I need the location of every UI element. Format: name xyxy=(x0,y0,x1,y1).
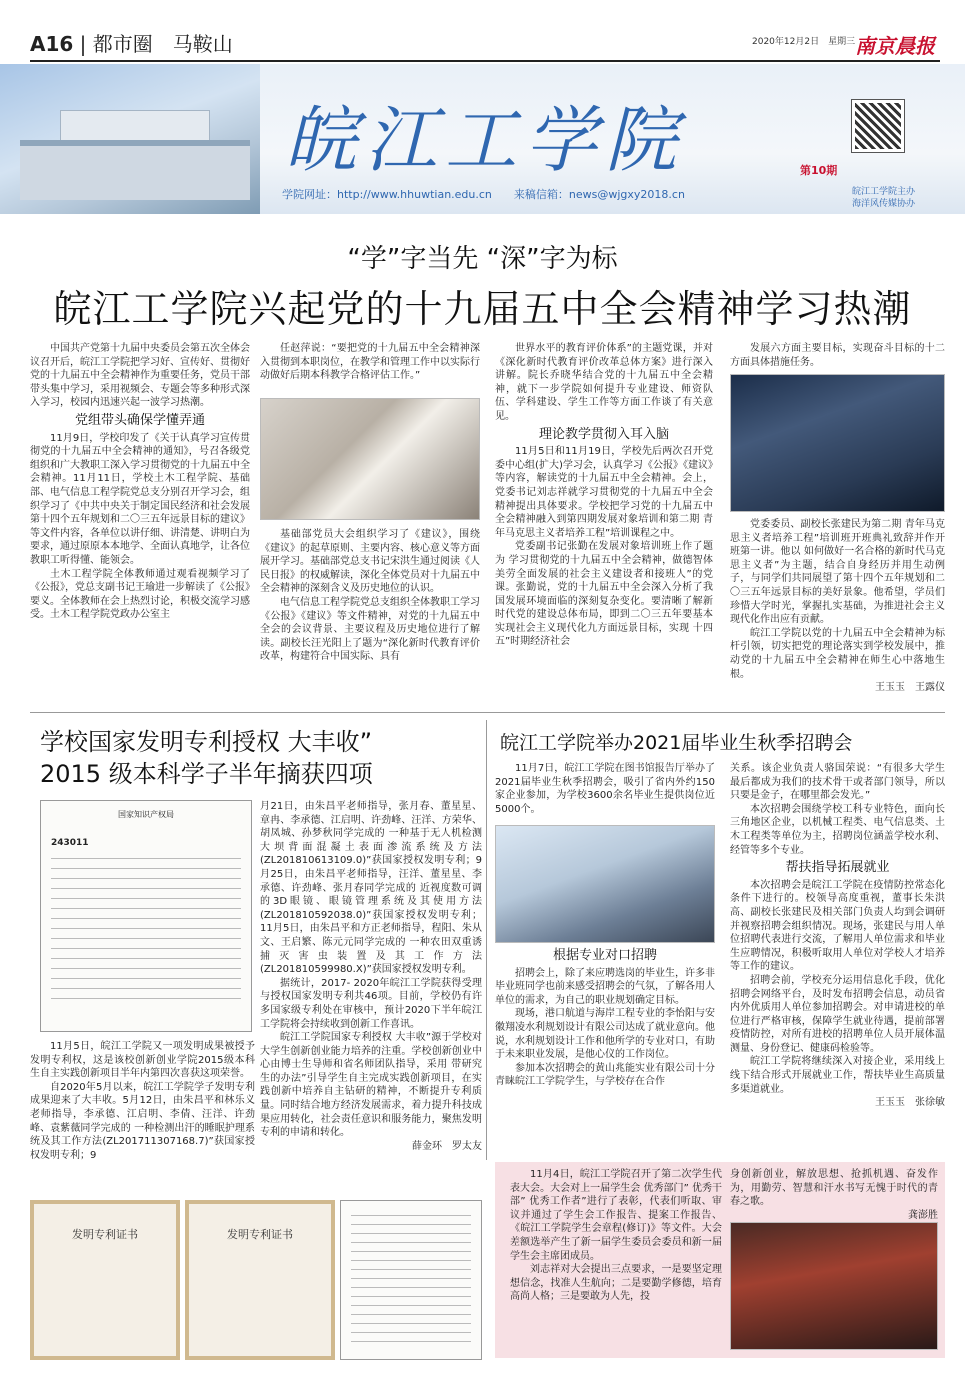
article2-author: 薛金环 罗太友 xyxy=(412,1140,482,1152)
article3-col1b: 根据专业对口招聘 招聘会上，除了来应聘选岗的毕业生，许多非毕业班同学也前来感受招聘会的气氛，了解各用人单位的需求，为自己的职业规划确定目标。 现场，港口航道与海岸工程专业的李怡阳与安徽翔凌水利规划设计有限公司达成了就业意向。他说，水利规划设计工作和他所学的专业对口，有助于未来职业发展，是他心仪的工作岗位。 参加本次招聘会的黄山兆能实业有限公司十分青睐皖江工学院学生，与学校存在合作 xyxy=(495,948,715,1088)
masthead-contact: 学院网址：http://www.hhuwtian.edu.cn 来稿信箱：news@wjgxy2018.cn xyxy=(282,188,685,201)
masthead-title: 皖江工学院 xyxy=(285,98,686,182)
article1-title: 皖江工学院兴起党的十九届五中全会精神学习热潮 xyxy=(53,287,912,331)
article4-author: 龚澎胜 xyxy=(908,1209,938,1221)
qr-code-icon[interactable] xyxy=(852,100,904,152)
article1-subhead2: 理论教学贯彻入耳入脑 xyxy=(538,426,669,442)
section-divider xyxy=(30,712,945,713)
page-number: A16 | 都市圈 马鞍山 xyxy=(30,32,233,56)
column-divider xyxy=(486,720,487,1160)
article1-col4b: 党委委员、副校长张建民为第二期 青年马克思主义者培养工程”培训班开班典礼致辞并作开班第一讲。他以 如何做好一名合格的新时代马克思主义者”为主题，结合自身经历并用生动例子，与同学们共同展望了第十四个五年规划和二〇三五年远景目标的美好景象。他希望，学员们珍惜大学时光，掌握扎实基础，为推进社会主义现代化作出应有贡献。 皖江工学院以党的十九届五中全会精神为标杆引领，切实把党的理论落实到学校发展中，推动党的十九届五中全会精神在师生心中落地生根。 王玉玉 王露仪 xyxy=(730,519,945,694)
article1-col4: 发展六方面主要目标，实现奋斗目标的十二方面具体措施任务。 xyxy=(730,343,945,368)
certificate-image-3 xyxy=(340,1200,482,1360)
article3-author: 王玉玉 张徐敏 xyxy=(875,1097,945,1109)
article4-col1: 11月4日，皖江工学院召开了第二次学生代表大会。大会对上一届学生会 优秀部门” 优秀干部” 优秀工作者”进行了表彰，代表们听取、审议并通过了学生会工作报告、提案工作报告、《皖江工学院学生会章程(修订)》等文件。大会差额选举产生了新一届学生委员会委员和新一届学生会主席团成员。 刘志祥对大会提出三点要求，一是要坚定理想信念，找准人生航向；二是要勤学修德，培育高尚人格；三是要敢为人先，投 xyxy=(510,1169,722,1303)
article1-col2: 任赵萍说：“要把党的十九届五中全会精神深入贯彻到本职岗位，在教学和管理工作中以实际行动做好后期本科教学合格评估工作。” xyxy=(260,343,480,382)
article3-col1: 11月7日，皖江工学院在图书馆报告厅举办了2021届毕业生秋季招聘会，吸引了省内外约150家企业参加，为学校3600余名毕业生提供岗位近5000个。 xyxy=(495,763,715,815)
article1-col2b: 基础部党员大会组织学习了《建议》，围绕《建议》的起草原则、主要内容、核心意义等方面展开学习。基础部党总支书记宋洪生通过阅读《人民日报》的权威解读，深化全体党员对十九届五中全会精神的深刻含义及历史地位的认识。 电气信息工程学院党总支组织全体教职工学习《公报》《建议》等文件精神，对党的十九届五中全会的会议背景、主要议程及历史地位进行了解读。副校长汪光阳上了题为“深化新时代教育评价改革，构建符合中国实际、具有 xyxy=(260,529,480,663)
article2-title: 学校国家发明专利授权 大丰收” 2015 级本科学子半年摘获四项 xyxy=(40,728,373,788)
header-divider xyxy=(30,60,940,62)
article1-subhead1: 党组带头确保学懂弄通 xyxy=(74,412,205,428)
article2-colB: 月21日，由朱昌平老师指导，张月春、董星星、章冉、李承德、江启明、许劲峰、汪洋、方荣华、胡凤城、孙梦秋同学完成的 一种基于无人机检测大坝背面混凝土表面渗流系统及方法(ZL201810613109.0)”获国家授权发明专利；9月25日，由朱昌平老师指导，汪洋、董星星、李承德、许劲峰、张月春同学完成的 近视度数可调的3D眼镜、眼镜管理系统及其使用方法(ZL201810592038.0)”获国家授权发明专利；11月5日，由朱昌平和方正老师指导，程阳、朱从文、王启繁、陈元元同学完成的 一种农田双重诱捕灭害虫装置及其工作方法(ZL201810599980.X)”获国家授权发明专利。 据统计，2017- 2020年皖江工学院获得受理与授权国家发明专利共46项。目前，学校仍有许多国家级专利处在审核中，预计2020下半年皖江工学院将会持续收到创新工作喜讯。 皖江工学院国家专利授权 大丰收”源于学校对大学生创新创业能力培养的注重。学校创新创业中心由博士生导师和省名师团队指导，采用 带研究生的办法”引导学生自主完成实践创新项目，在实践创新中培养自主钻研的精神，不断提升专利质量。同时结合地方经济发展需求，着力提升科技成果应用转化，社会责任意识和服务能力，聚焦发明专利的申请和转化。 薛金环 罗太友 xyxy=(260,801,482,1152)
newspaper-logo: 南京晨报 xyxy=(855,34,935,58)
certificate-image-2: 发明专利证书 xyxy=(185,1200,335,1360)
article1-col1: 中国共产党第十九届中央委员会第五次全体会议召开后，皖江工学院把学习好、宣传好、贯彻好党的十九届五中全会精神作为重要任务，党员干部带头集中学习，采用视频会、专题会等多种形式深入学习，校园内迅速兴起一波学习热潮。 党组带头确保学懂弄通 11月9日，学校印发了《关于认真学习宣传贯彻党的十九届五中全会精神的通知》，号召各级党组织和广大教职工深入学习贯彻党的十九届五中全会精神。11月11日，学校土木工程学院、基础部、电气信息工程学院党总支分别召开学习会，组织学习了《中共中央关于制定国民经济和社会发展第十四个五年规划和二〇三五年远景目标的建议》等文件内容，各单位以讲仔细、讲清楚、讲明白为要求，通过原原本本地学、全面认真地学，让各位教职工听得懂、能领会。 土木工程学院全体教师通过观看视频学习了《公报》，党总支副书记王瑜进一步解读了《公报》要义。全体教师在会上热烈讨论，积极交流学习感受。土木工程学院党政办公室主 xyxy=(30,343,250,621)
article3-subhead2: 帮扶指导拓展就业 xyxy=(785,860,890,876)
building-icon xyxy=(60,110,210,144)
article4-col2: 身创新创业，解放思想、抢抓机遇、奋发作为，用勤劳、智慧和汗水书写无愧于时代的青春之歌。 龚澎胜 xyxy=(730,1169,938,1221)
article3-col2: 关系。该企业负责人骆国荣说：“有很多大学生最后都成为我们的技术骨干或者部门领导，所以只要是金子，在哪里都会发光。” 本次招聘会围绕学校工科专业特色，面向长三角地区企业，以机械工程类、电气信息类、土木工程类等单位为主，招聘岗位涵盖学校水利、经管等多个专业。 帮扶指导拓展就业 本次招聘会是皖江工学院在疫情防控常态化条件下进行的。校领导高度重视，董事长朱洪高、副校长张建民及相关部门负责人均到会调研并视察招聘会组织情况。现场，张建民与用人单位招聘代表进行交流，了解用人单位需求和毕业生应聘情况，积极听取用人单位对学校人才培养等工作的建议。 招聘会前，学校充分运用信息化手段，优化招聘会网络平台，及时发布招聘会信息，动员省内外优质用人单位参加招聘会。对申请进校的单位进行严格审核，保障学生就业待遇，提前部署疫情防控，对所有进校的招聘单位人员开展体温测量、身份登记、健康码检验等。 皖江工学院将继续深入对接企业，采用线上线下结合形式开展就业工作，帮扶毕业生高质量多渠道就业。 王玉玉 张徐敏 xyxy=(730,763,945,1109)
building-base xyxy=(20,140,250,200)
article1-col3: 世界水平的教育评价体系”的主题党课，并对《深化新时代教育评价改革总体方案》进行深入讲解。院长乔晓华结合党的十九届五中全会精神，就下一步学院如何提升专业建设、师资队伍、学科建设、学生工作等方面工作谈了有关意见。 理论教学贯彻入耳入脑 11月5日和11月19日，学校先后两次召开党委中心组(扩大)学习会，认真学习《公报》《建议》等内容，解读党的十九届五中全会精神。会上，党委书记刘志祥就学习贯彻党的十九届五中全会精神提出具体要求。学校把学习党的十九届五中全会精神融入到第四期发展对象培训和第二期 青年马克思主义者培养工程”培训课程之中。 党委副书记张勤在发展对象培训班上作了题为 学习贯彻党的十九届五中全会精神，做德智体美劳全面发展的社会主义建设者和接班人”的党课。张勤说，党的十九届五中全会深入分析了我国发展环境面临的深刻复杂变化。要清晰了解新时代党的建设总体布局，即到二〇三五年要基本实现社会主义现代化九方面远景目标，实现 十四五”时期经济社会 xyxy=(495,343,713,648)
masthead-hosts: 皖江工学院主办 海洋风传媒协办 xyxy=(852,187,916,209)
article1-author: 王玉玉 王露仪 xyxy=(875,682,945,694)
patent-certificate-image: 国家知识产权局 243011 xyxy=(40,800,252,1032)
congress-photo xyxy=(730,1222,938,1350)
meeting-photo xyxy=(260,398,480,520)
article2-colA: 11月5日，皖江工学院又一项发明成果被授予发明专利权，这是该校创新创业学院2015级本科生自主实践创新项目半年内第四次喜获这项荣誉。 自2020年5月以来，皖江工学院学子发明专利成果迎来了大丰收。5月12日，由朱昌平和林乐义老师指导，李承德、江启明、李倩、汪洋、许劲峰、袁紫薇同学完成的 一种检测出汗的睡眠护理系统及其工作方法(ZL201711307168.7)”获国家授权发明专利；9 xyxy=(30,1041,255,1161)
article3-subhead1: 根据专业对口招聘 xyxy=(552,948,657,963)
issue-date: 2020年12月2日 星期三 xyxy=(752,37,856,47)
lecture-photo xyxy=(730,374,945,512)
certificate-image-1: 发明专利证书 xyxy=(30,1200,180,1360)
job-fair-photo xyxy=(495,825,715,943)
article1-subtitle: “学”字当先 “深”字为标 xyxy=(347,244,618,274)
issue-number: 第10期 xyxy=(800,164,838,177)
article3-title: 皖江工学院举办2021届毕业生秋季招聘会 xyxy=(500,732,853,754)
